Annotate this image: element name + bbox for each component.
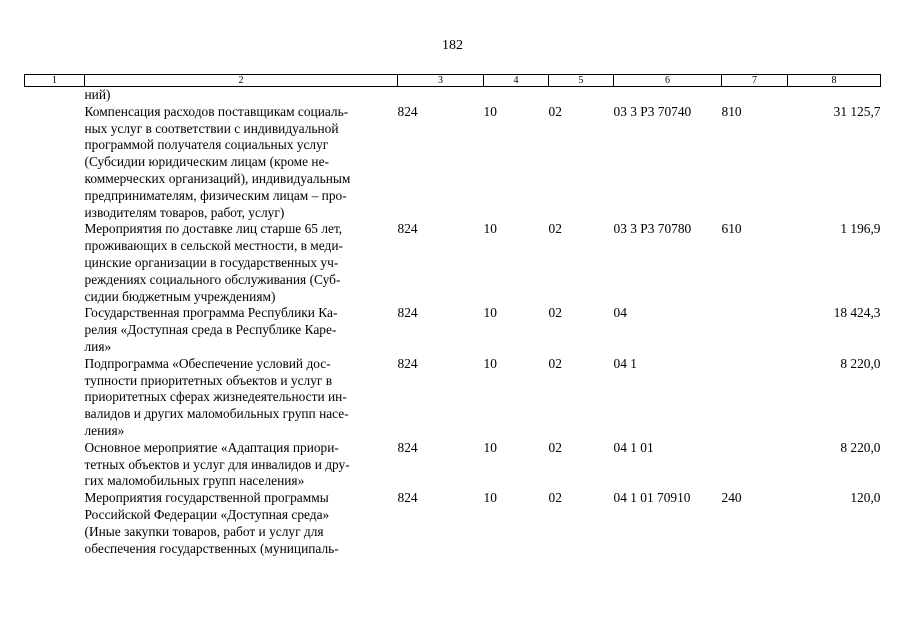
item-name-line: гих маломобильных групп населения»: [84, 473, 305, 489]
table-row: [25, 490, 881, 557]
column-header: 3: [398, 75, 484, 87]
item-name-line: ления»: [84, 422, 125, 438]
column-header: 6: [614, 75, 722, 87]
table-row: [25, 87, 881, 104]
row-number-cell: [25, 356, 85, 440]
subsection-code-cell: 02: [548, 439, 562, 455]
amount-cell: 18 424,3: [833, 305, 881, 321]
ministry-code-cell: 824: [397, 305, 418, 321]
item-name-cell: [85, 305, 398, 355]
item-name-cell: [85, 221, 398, 305]
column-header: 7: [722, 75, 788, 87]
row-number-cell: [25, 221, 85, 305]
subsection-code-cell: [549, 87, 614, 104]
section-code-cell: 10: [483, 221, 497, 237]
table-row: [25, 104, 881, 222]
item-name-line: Подпрограмма «Обеспечение условий дос-: [84, 355, 331, 371]
item-name-line: проживающих в сельской местности, в меди-: [84, 238, 343, 254]
target-article-cell: 03 3 P3 70740: [613, 103, 692, 119]
column-header: 1: [25, 75, 85, 87]
target-article-cell: 04 1 01 70910: [613, 490, 691, 506]
item-name-line: лия»: [84, 338, 112, 354]
item-name-line: тупности приоритетных объектов и услуг в: [84, 372, 333, 388]
item-name-cell: [85, 356, 398, 440]
item-name-line: программой получателя социальных услуг: [84, 137, 329, 153]
table-row: [25, 356, 881, 440]
item-name-line: Основное мероприятие «Адаптация приори-: [84, 439, 339, 455]
target-article-cell: 04 1: [613, 355, 637, 371]
amount-cell: 1 196,9: [840, 221, 881, 237]
ministry-code-cell: 824: [397, 490, 418, 506]
subsection-code-cell: 02: [548, 305, 562, 321]
item-name-line: сидии бюджетным учреждениям): [84, 288, 276, 304]
budget-table: [24, 74, 881, 557]
column-header: 5: [549, 75, 614, 87]
item-name-line: Мероприятия по доставке лиц старше 65 лет,: [84, 221, 343, 237]
item-name-cell: [85, 104, 398, 222]
table-row: [25, 221, 881, 305]
subsection-code-cell: 02: [548, 490, 562, 506]
target-article-cell: [614, 87, 722, 104]
ministry-code-cell: 824: [397, 355, 418, 371]
item-name-line: релия «Доступная среда в Республике Каре-: [84, 322, 337, 338]
item-name-line: предпринимателям, физическим лицам – про-: [84, 187, 347, 203]
item-name-cell: [85, 490, 398, 557]
subsection-code-cell: 02: [548, 103, 562, 119]
amount-cell: 8 220,0: [840, 355, 881, 371]
row-number-cell: [25, 305, 85, 355]
section-code-cell: 10: [483, 439, 497, 455]
target-article-cell: 04 1 01: [613, 439, 654, 455]
section-code-cell: 10: [483, 103, 497, 119]
row-number-cell: [25, 87, 85, 104]
item-name-line: цинские организации в государственных уч-: [84, 254, 339, 270]
subsection-code-cell: 02: [548, 221, 562, 237]
item-name-line: реждениях социального обслуживания (Суб-: [84, 271, 341, 287]
amount-cell: 120,0: [850, 490, 881, 506]
table-row: [25, 440, 881, 490]
expense-type-cell: [722, 87, 788, 104]
expense-type-cell: 610: [721, 221, 742, 237]
item-name-line: Российской Федерации «Доступная среда»: [84, 506, 330, 522]
column-header: 4: [484, 75, 549, 87]
row-number-cell: [25, 104, 85, 222]
table-row: [25, 305, 881, 355]
amount-cell: 31 125,7: [833, 103, 881, 119]
item-name-line: ных услуг в соответствии с индивидуальной: [84, 120, 339, 136]
item-name-line: Мероприятия государственной программы: [84, 490, 329, 506]
amount-cell: [788, 87, 881, 104]
section-code-cell: 10: [483, 305, 497, 321]
section-code-cell: 10: [483, 355, 497, 371]
expense-type-cell: [722, 356, 788, 440]
ministry-code-cell: 824: [397, 439, 418, 455]
target-article-cell: 03 3 P3 70780: [613, 221, 692, 237]
page-number: 182: [442, 38, 463, 53]
column-header: 8: [788, 75, 881, 87]
section-code-cell: [484, 87, 549, 104]
ministry-code-cell: 824: [397, 103, 418, 119]
item-name-line: обеспечения государственных (муниципаль-: [84, 540, 339, 556]
item-name-cell: [85, 440, 398, 490]
expense-type-cell: 810: [721, 103, 742, 119]
section-code-cell: 10: [483, 490, 497, 506]
expense-type-cell: [722, 305, 788, 355]
ministry-code-cell: [398, 87, 484, 104]
item-name-line: тетных объектов и услуг для инвалидов и дру-: [84, 456, 350, 472]
amount-cell: 8 220,0: [840, 439, 881, 455]
row-number-cell: [25, 490, 85, 557]
table-body: [25, 87, 881, 558]
item-name-line: ний): [84, 87, 111, 102]
item-name-line: (Субсидии юридическим лицам (кроме не-: [84, 154, 329, 170]
column-header: 2: [85, 75, 398, 87]
expense-type-cell: [722, 440, 788, 490]
item-name-line: коммерческих организаций), индивидуальным: [84, 170, 351, 186]
item-name-line: изводителям товаров, работ, услуг): [84, 204, 285, 220]
item-name-line: Государственная программа Республики Ка-: [84, 305, 338, 321]
item-name-line: приоритетных сферах жизнедеятельности ин-: [84, 389, 347, 405]
item-name-line: (Иные закупки товаров, работ и услуг для: [84, 523, 324, 539]
item-name-line: Компенсация расходов поставщикам социаль-: [84, 103, 349, 119]
item-name-line: валидов и других маломобильных групп насе-: [84, 406, 349, 422]
target-article-cell: 04: [613, 305, 627, 321]
table-header-row: [25, 75, 881, 87]
expense-type-cell: 240: [721, 490, 742, 506]
subsection-code-cell: 02: [548, 355, 562, 371]
item-name-cell: [85, 87, 398, 104]
ministry-code-cell: 824: [397, 221, 418, 237]
row-number-cell: [25, 440, 85, 490]
